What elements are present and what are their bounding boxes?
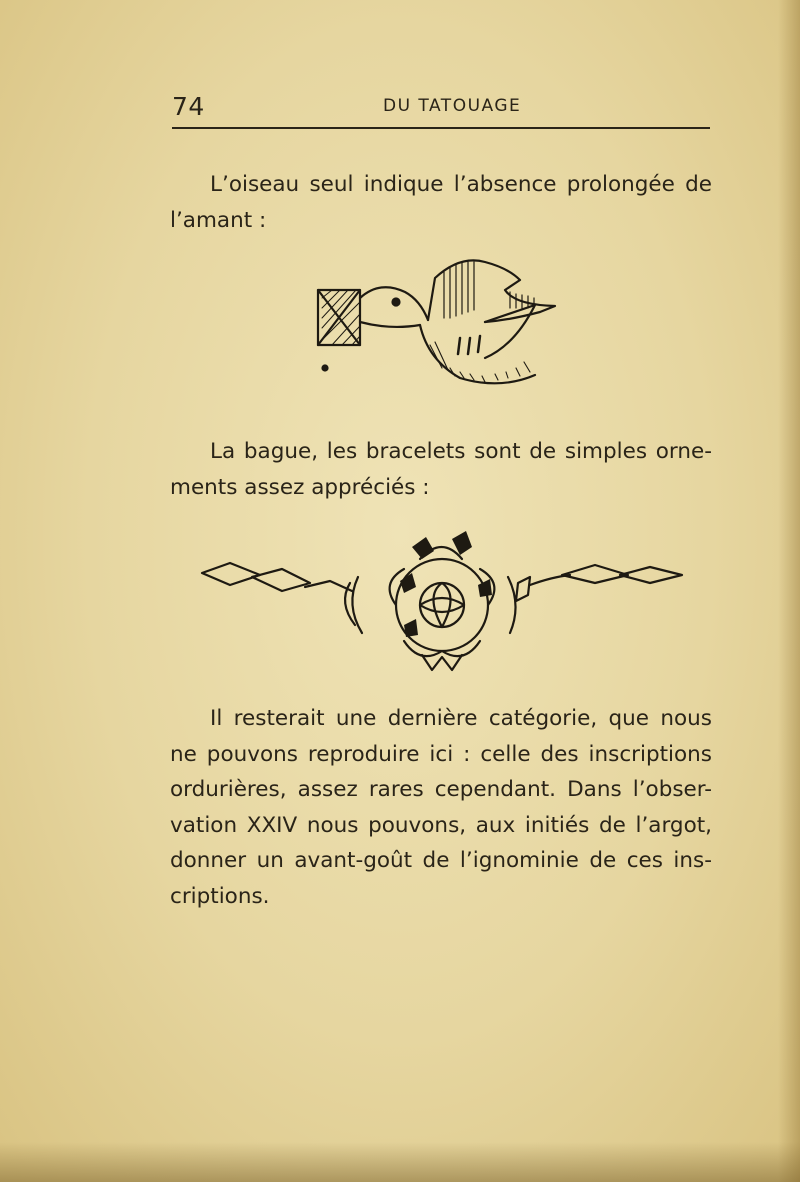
right-diamond-2 [620,567,682,583]
running-head: DU TATOUAGE [383,96,522,116]
bird-eye [393,299,400,306]
right-bracket [508,577,516,633]
bird-upper-wing [428,260,555,322]
tail-hatching [430,342,530,382]
left-diamond-2 [252,569,310,591]
page-edge-shadow [778,0,800,1182]
right-diamond-1 [562,565,628,583]
paragraph-text: L’oiseau seul indique l’absence prolongée de l’amant : [170,172,712,233]
paragraph-bird [170,167,712,238]
bird-tattoo-figure [310,250,580,395]
left-diamond-1 [202,563,260,585]
page-bottom-shadow [0,1142,800,1182]
paragraph-text: La bague, les bracelets sont de simples orne-ments assez appréciés : [170,439,712,500]
paragraph-inscriptions [170,701,712,914]
page-header [170,92,710,124]
header-rule [172,127,710,129]
ring-bracelet-tattoo-figure [190,525,695,675]
page-number: 74 [172,92,205,121]
paragraph-text: Il resterait une dernière catégorie, que nous ne pouvons reproduire ici : celle des inscriptions ordurières, assez rares cependant. Dans l’obser-vation XXIV nous pouvons, aux initiés de l’argot, donner un avant-goût de l’ignominie de ces ins-criptions. [170,706,712,909]
central-medallion [396,559,488,651]
paragraph-rings [170,434,712,505]
